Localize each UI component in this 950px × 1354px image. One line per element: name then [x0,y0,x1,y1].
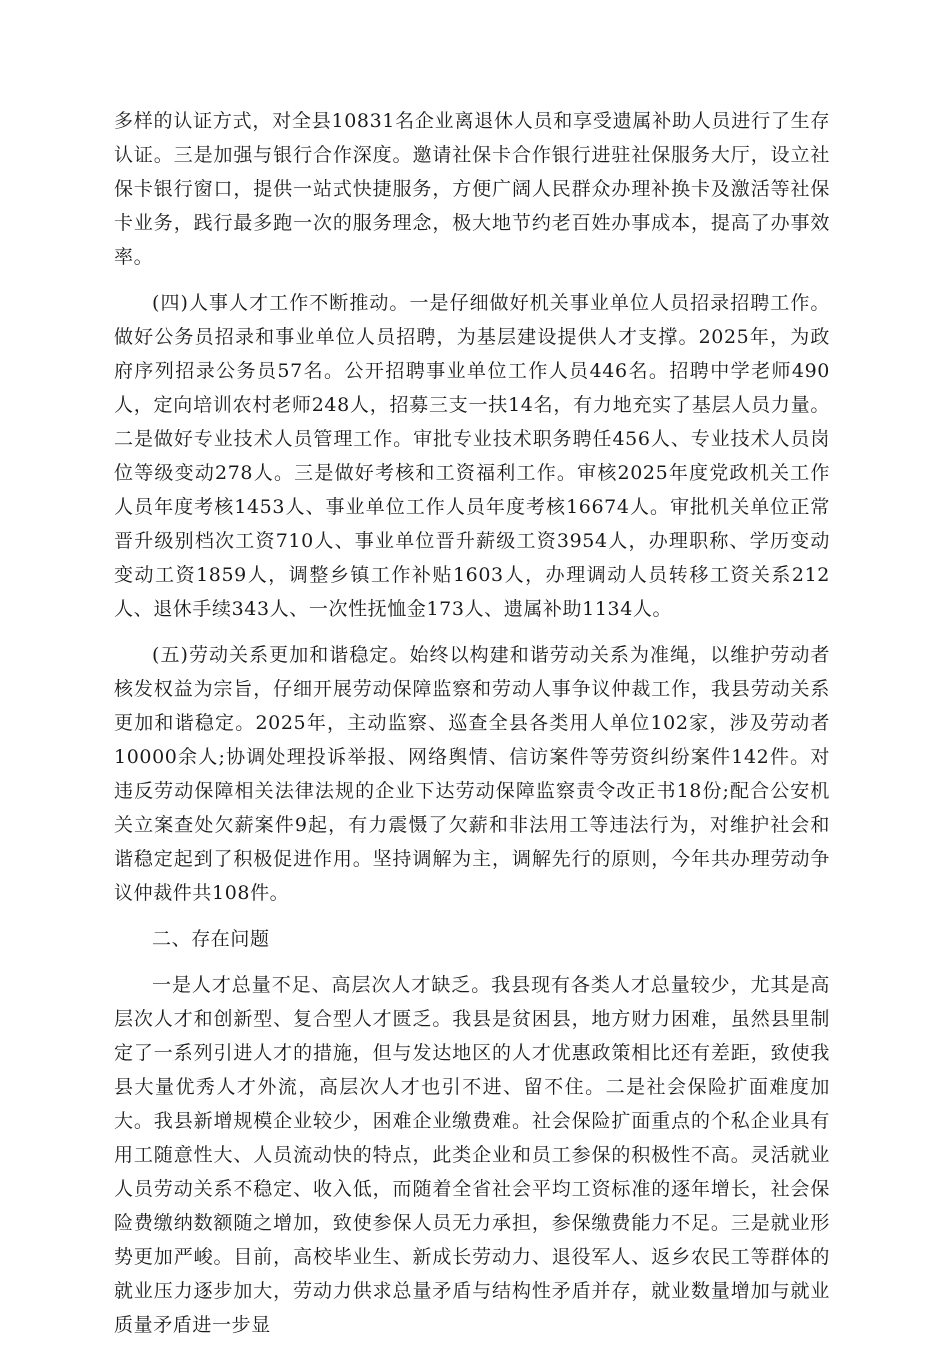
paragraph-personnel-talent: (四)人事人才工作不断推动。一是仔细做好机关事业单位人员招录招聘工作。做好公务员招录和事业单位人员招聘，为基层建设提供人才支撑。2025年，为政府序列招录公务员57名。公开招聘事业单位工作人员446名。招聘中学老师490人，定向培训农村老师248人，招募三支一扶14名，有力地充实了基层人员力量。二是做好专业技术人员管理工作。审批专业技术职务聘任456人、专业技术人员岗位等级变动278人。三是做好考核和工资福利工作。审核2025年度党政机关工作人员年度考核1453人、事业单位工作人员年度考核16674人。审批机关单位正常晋升级别档次工资710人、事业单位晋升薪级工资3954人，办理职称、学历变动变动工资1859人，调整乡镇工作补贴1603人，办理调动人员转移工资关系212人、退休手续343人、一次性抚恤金173人、遗属补助1134人。 [114,292,830,620]
section-heading-problems: 二、存在问题 [152,928,270,950]
paragraph-labor-relations: (五)劳动关系更加和谐稳定。始终以构建和谐劳动关系为准绳，以维护劳动者核发权益为宗旨，仔细开展劳动保障监察和劳动人事争议仲裁工作，我县劳动关系更加和谐稳定。2025年，主动监察、巡查全县各类用人单位102家，涉及劳动者10000余人;协调处理投诉举报、网络舆情、信访案件等劳资纠纷案件142件。对违反劳动保障相关法律法规的企业下达劳动保障监察责令改正书18份;配合公安机关立案查处欠薪案件9起，有力震慑了欠薪和非法用工等违法行为，对维护社会和谐稳定起到了积极促进作用。坚持调解为主，调解先行的原则，今年共办理劳动争议仲裁件共108件。 [114,644,830,904]
paragraph-social-security-cards: 多样的认证方式，对全县10831名企业离退休人员和享受遗属补助人员进行了生存认证。三是加强与银行合作深度。邀请社保卡合作银行进驻社保服务大厅，设立社保卡银行窗口，提供一站式快捷服务，方便广阔人民群众办理补换卡及激活等社保卡业务，践行最多跑一次的服务理念，极大地节约老百姓办事成本，提高了办事效率。 [114,110,830,268]
document-body [114,104,830,1354]
paragraph-problems: 一是人才总量不足、高层次人才缺乏。我县现有各类人才总量较少，尤其是高层次人才和创新型、复合型人才匮乏。我县是贫困县，地方财力困难，虽然县里制定了一系列引进人才的措施，但与发达地区的人才优惠政策相比还有差距，致使我县大量优秀人才外流，高层次人才也引不进、留不住。二是社会保险扩面难度加大。我县新增规模企业较少，困难企业缴费难。社会保险扩面重点的个私企业具有用工随意性大、人员流动快的特点，此类企业和员工参保的积极性不高。灵活就业人员劳动关系不稳定、收入低，而随着全省社会平均工资标准的逐年增长，社会保险费缴纳数额随之增加，致使参保人员无力承担，参保缴费能力不足。三是就业形势更加严峻。目前，高校毕业生、新成长劳动力、退役军人、返乡农民工等群体的就业压力逐步加大，劳动力供求总量矛盾与结构性矛盾并存，就业数量增加与就业质量矛盾进一步显 [114,974,830,1336]
